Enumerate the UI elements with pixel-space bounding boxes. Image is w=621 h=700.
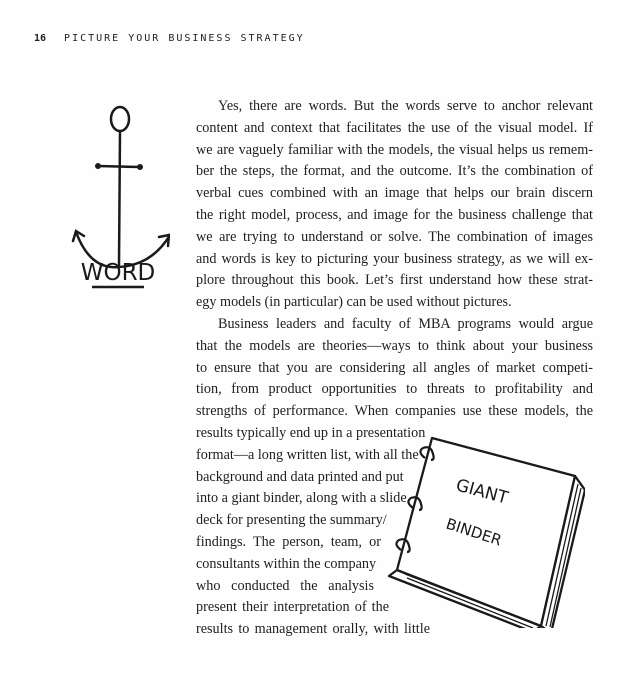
text-line: content and context that facilitates the use of the visual model. If [196, 119, 593, 136]
page-number: 16 [34, 33, 47, 44]
running-title: PICTURE YOUR BUSINESS STRATEGY [64, 33, 305, 44]
text-line: strengths of performance. When companies use these models, the [196, 403, 593, 420]
text-line: consultants within the company [196, 555, 377, 572]
text-line: and words is key to picturing your business strategy, as we will ex- [196, 250, 593, 267]
text-line: who conducted the analysis [196, 577, 374, 594]
anchor-label: WORD [80, 260, 156, 286]
binder-label-binder: BINDER [443, 514, 504, 550]
text-line: the right model, process, and image for the business challenge that [196, 206, 593, 223]
text-line: to ensure that you are considering all angles of market competi- [196, 359, 593, 376]
text-line: present their interpretation of the [196, 599, 389, 616]
text-line: deck for presenting the summary/ [196, 512, 387, 529]
text-line: tion, from product opportunities to threats to profitability and [196, 381, 593, 398]
text-line: plore throughout this book. Let’s first understand how these strat- [196, 272, 593, 289]
text-line: egy models (in particular) can be used without pictures. [196, 294, 512, 311]
giant-binder-illustration [385, 428, 585, 628]
text-line: that the models are theories—ways to think about your business [196, 337, 593, 354]
anchor-ring [111, 107, 129, 131]
text-line: results typically end up in a presentation [196, 424, 426, 441]
text-line: format—a long written list, with all the [196, 446, 419, 463]
text-line: findings. The person, team, or [196, 533, 381, 550]
text-line: Yes, there are words. But the words serve to anchor relevant [218, 98, 593, 114]
text-line: Business leaders and faculty of MBA programs would argue [218, 315, 593, 332]
text-line: results to management orally, with little [196, 621, 430, 638]
text-line: verbal cues combined with an image that helps our brain discern [196, 185, 593, 202]
text-line: we are vaguely familiar with the models, the visual helps us remem- [196, 141, 593, 158]
binder-label-giant: GIANT [453, 475, 511, 509]
anchor-illustration [60, 95, 170, 295]
text-line: into a giant binder, along with a slide [196, 490, 407, 507]
running-header [34, 33, 305, 44]
paragraph-1 [196, 96, 593, 314]
text-line: ber the steps, the format, and the outcome. It’s the combination of [196, 163, 593, 180]
text-line: background and data printed and put [196, 468, 404, 485]
text-line: we are trying to understand or solve. The combination of images [196, 228, 593, 245]
